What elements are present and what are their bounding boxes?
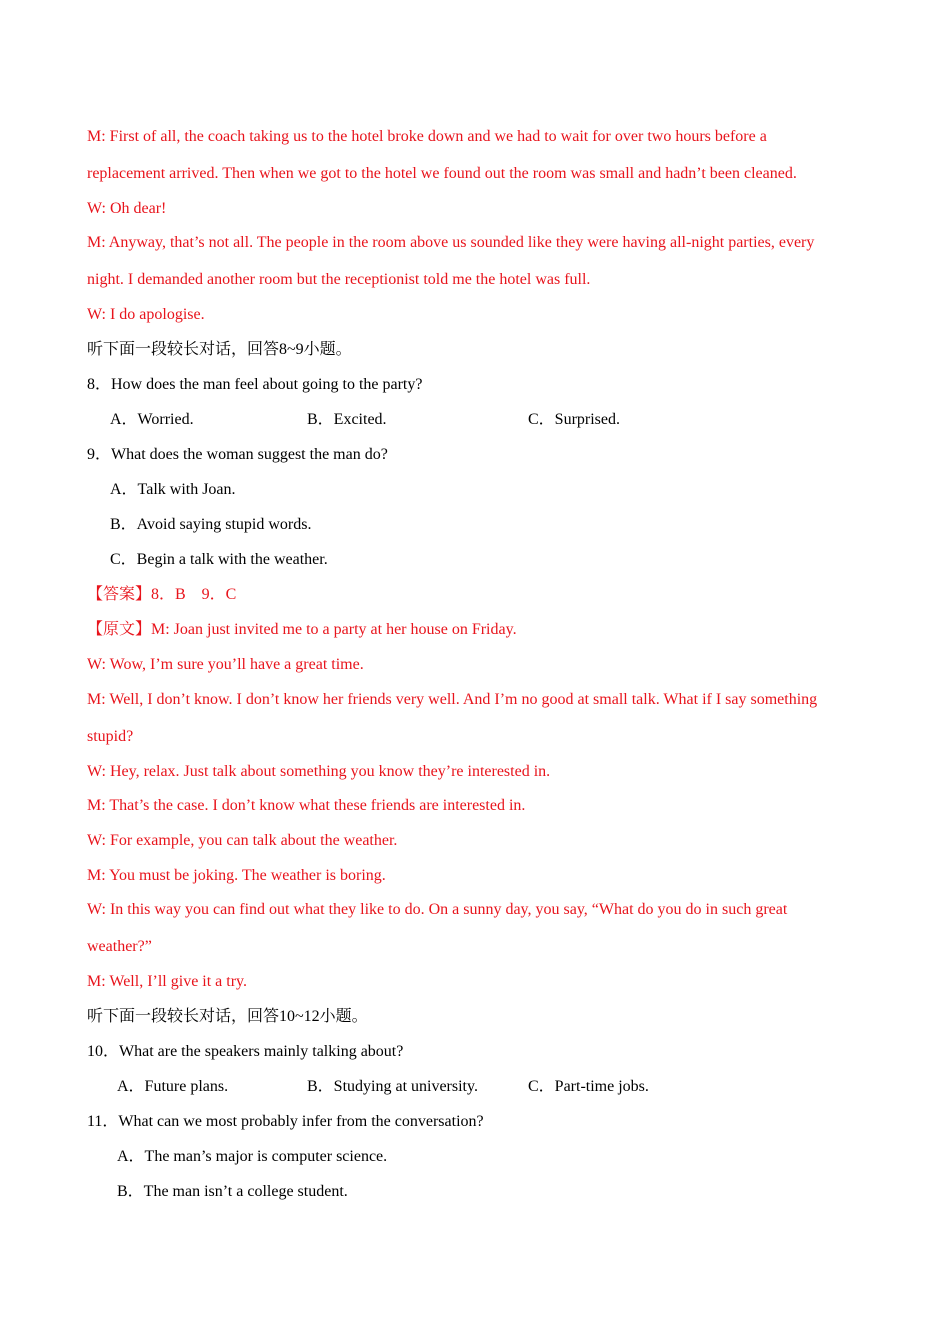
question-10-option-b: B．Studying at university. [307,1078,478,1095]
section-instruction: 听下面一段较长对话，回答10~12小题。 [87,1008,368,1025]
question-11-option-b: B．The man isn’t a college student. [117,1183,348,1200]
question-10-option-c: C．Part-time jobs. [528,1078,649,1095]
question-10-stem: 10．What are the speakers mainly talking about? [87,1043,404,1060]
section-instruction: 听下面一段较长对话，回答8~9小题。 [87,341,352,358]
transcript-line: W: I do apologise. [87,306,205,323]
question-8-option-a: A．Worried. [110,411,194,428]
question-9-option-b: B．Avoid saying stupid words. [110,516,312,533]
transcript-line: night. I demanded another room but the receptionist told me the hotel was full. [87,271,591,288]
question-9-option-c: C．Begin a talk with the weather. [110,551,328,568]
transcript-line: M: Well, I don’t know. I don’t know her friends very well. And I’m no good at small talk. What if I say something [87,691,818,708]
transcript-line: 【原文】M: Joan just invited me to a party at her house on Friday. [87,621,517,638]
transcript-line: replacement arrived. Then when we got to the hotel we found out the room was small and hadn’t been cleaned. [87,165,797,182]
question-9-stem: 9．What does the woman suggest the man do? [87,446,388,463]
transcript-line: W: For example, you can talk about the weather. [87,832,398,849]
transcript-line: M: First of all, the coach taking us to the hotel broke down and we had to wait for over two hours before a [87,128,767,145]
transcript-line: W: Hey, relax. Just talk about something you know they’re interested in. [87,763,551,780]
transcript-line: W: Wow, I’m sure you’ll have a great time. [87,656,364,673]
transcript-line: M: Anyway, that’s not all. The people in the room above us sounded like they were having all-night parties, every [87,234,815,251]
question-10-option-a: A．Future plans. [117,1078,229,1095]
question-11-option-a: A．The man’s major is computer science. [117,1148,388,1165]
answer-key: 【答案】8．B 9．C [87,586,237,603]
transcript-line: W: Oh dear! [87,200,167,217]
question-8-option-c: C．Surprised. [528,411,621,428]
transcript-line: weather?” [87,938,152,955]
transcript-line: M: Well, I’ll give it a try. [87,973,248,990]
transcript-line: M: That’s the case. I don’t know what these friends are interested in. [87,797,526,814]
transcript-line: stupid? [87,728,134,745]
question-8-stem: 8．How does the man feel about going to the party? [87,376,423,393]
question-8-option-b: B．Excited. [307,411,387,428]
transcript-line: W: In this way you can find out what they like to do. On a sunny day, you say, “What do you do in such great [87,901,788,918]
transcript-line: M: You must be joking. The weather is boring. [87,867,386,884]
question-9-option-a: A．Talk with Joan. [110,481,236,498]
question-11-stem: 11．What can we most probably infer from the conversation? [87,1113,484,1130]
